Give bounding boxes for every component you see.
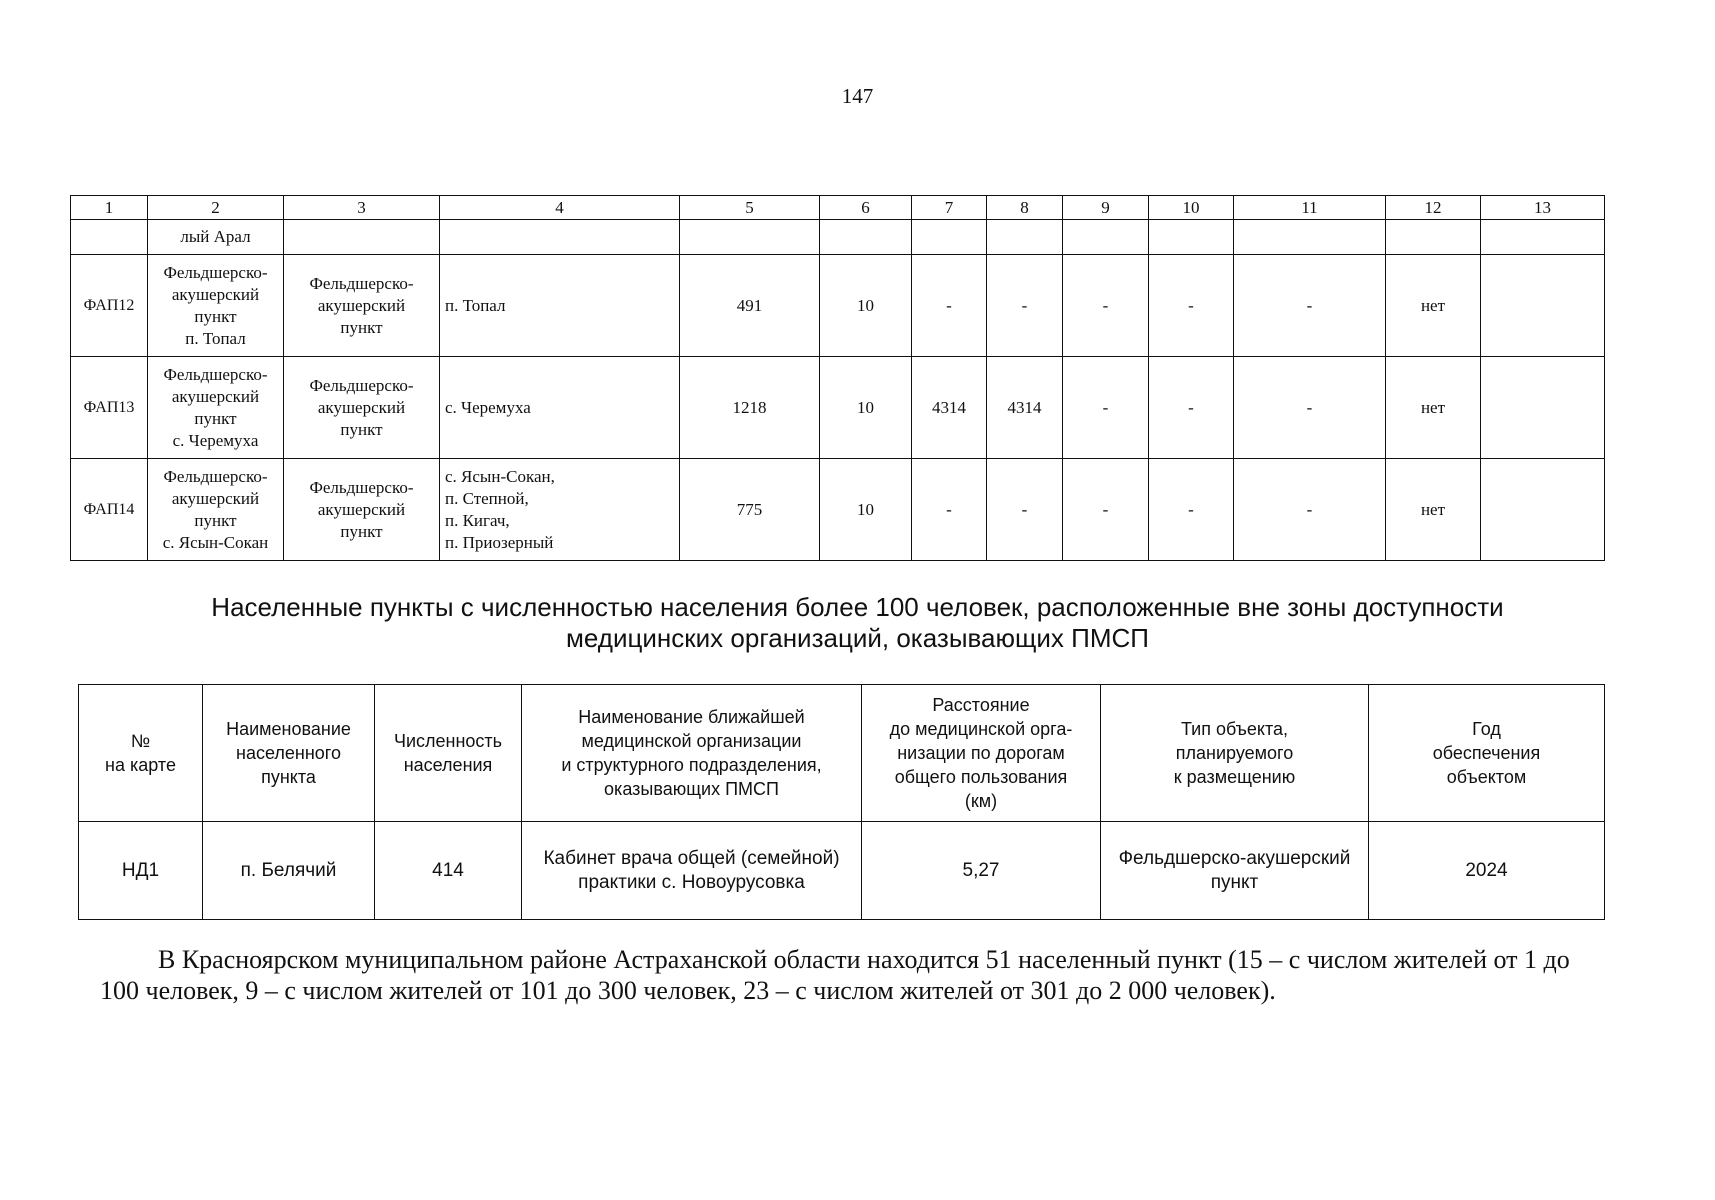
settlement-name: п. Белячий xyxy=(203,822,375,920)
table-row xyxy=(71,357,1605,459)
distance-km: 5,27 xyxy=(862,822,1101,920)
served-settlements: п. Топал xyxy=(440,255,680,357)
facility-type: Фельдшерско- акушерский пункт xyxy=(284,459,440,561)
table-cell xyxy=(987,220,1063,255)
facility-name: Фельдшерско- акушерский пункт с. Черемуха xyxy=(148,357,284,459)
table-cell: 4314 xyxy=(987,357,1063,459)
table-cell: - xyxy=(1149,357,1234,459)
table-cell: - xyxy=(1234,255,1386,357)
column-number: 9 xyxy=(1063,196,1149,220)
column-number: 6 xyxy=(820,196,912,220)
table-cell: 4314 xyxy=(912,357,987,459)
column-header: Численность населения xyxy=(375,685,522,822)
table-cell xyxy=(1063,220,1149,255)
page-number: 147 xyxy=(841,84,874,108)
caption-line: медицинских организаций, оказывающих ПМСП xyxy=(566,623,1149,653)
facility-id: ФАП12 xyxy=(71,255,148,357)
summary-paragraph: В Красноярском муниципальном районе Астраханской области находится 51 населенный пункт (15 – с числом жителей от 1 до 100 человек, 9 – с числом жителей от 101 до 300 человек, 23 – с числом жителей от 301 до 2 000 человек). xyxy=(100,945,1570,1005)
column-number: 7 xyxy=(912,196,987,220)
table-cell: 1218 xyxy=(680,357,820,459)
column-header: Наименование населенного пункта xyxy=(203,685,375,822)
table-cell: - xyxy=(1063,255,1149,357)
table-cell: - xyxy=(1234,459,1386,561)
column-number: 2 xyxy=(148,196,284,220)
column-header: Наименование ближайшей медицинской организации и структурного подразделения, оказывающих ПМСП xyxy=(522,685,862,822)
column-number: 11 xyxy=(1234,196,1386,220)
column-number: 4 xyxy=(440,196,680,220)
table-cell xyxy=(1481,220,1605,255)
table-row xyxy=(71,255,1605,357)
table-cell xyxy=(912,220,987,255)
settlements-table xyxy=(78,684,1605,920)
column-number: 8 xyxy=(987,196,1063,220)
facility-name: Фельдшерско- акушерский пункт с. Ясын-Сокан xyxy=(148,459,284,561)
column-number-row xyxy=(71,196,1605,220)
table-row xyxy=(71,459,1605,561)
table-header-row xyxy=(79,685,1605,822)
table-cell: - xyxy=(912,255,987,357)
column-number: 3 xyxy=(284,196,440,220)
section-caption xyxy=(0,592,1715,654)
table-cell: 775 xyxy=(680,459,820,561)
nearest-organization: Кабинет врача общей (семейной) практики с. Новоурусовка xyxy=(522,822,862,920)
table-cell: 10 xyxy=(820,357,912,459)
table-cell: - xyxy=(1063,459,1149,561)
table-cell xyxy=(1481,357,1605,459)
facility-type: Фельдшерско- акушерский пункт xyxy=(284,255,440,357)
table-cell: нет xyxy=(1386,255,1481,357)
table-cell xyxy=(820,220,912,255)
facility-name: Фельдшерско- акушерский пункт п. Топал xyxy=(148,255,284,357)
column-number: 10 xyxy=(1149,196,1234,220)
table-cell: нет xyxy=(1386,459,1481,561)
year: 2024 xyxy=(1369,822,1605,920)
table-cell xyxy=(680,220,820,255)
table-cell: - xyxy=(912,459,987,561)
table-cell xyxy=(1149,220,1234,255)
column-number: 12 xyxy=(1386,196,1481,220)
table-cell: - xyxy=(1234,357,1386,459)
column-header: Год обеспечения объектом xyxy=(1369,685,1605,822)
facility-id: ФАП13 xyxy=(71,357,148,459)
map-number: НД1 xyxy=(79,822,203,920)
table-cell xyxy=(1481,459,1605,561)
column-number: 5 xyxy=(680,196,820,220)
facility-id: ФАП14 xyxy=(71,459,148,561)
table-cell: лый Арал xyxy=(148,220,284,255)
column-header: Тип объекта, планируемого к размещению xyxy=(1101,685,1369,822)
continuation-row xyxy=(71,220,1605,255)
object-type: Фельдшерско-акушерский пункт xyxy=(1101,822,1369,920)
table-cell: - xyxy=(987,255,1063,357)
table-cell: - xyxy=(987,459,1063,561)
table-cell xyxy=(1481,255,1605,357)
table-cell xyxy=(440,220,680,255)
table-cell: - xyxy=(1149,459,1234,561)
table-cell: - xyxy=(1149,255,1234,357)
column-number: 13 xyxy=(1481,196,1605,220)
table-cell xyxy=(1386,220,1481,255)
table-cell: 10 xyxy=(820,255,912,357)
column-number: 1 xyxy=(71,196,148,220)
served-settlements: с. Ясын-Сокан, п. Степной, п. Кигач, п. Приозерный xyxy=(440,459,680,561)
column-header: Расстояние до медицинской орга- низации по дорогам общего пользования (км) xyxy=(862,685,1101,822)
caption-line: Населенные пункты с численностью населения более 100 человек, расположенные вне зоны доступности xyxy=(211,592,1504,622)
table-cell xyxy=(1234,220,1386,255)
facilities-table xyxy=(70,195,1605,561)
population: 414 xyxy=(375,822,522,920)
table-row xyxy=(79,822,1605,920)
table-cell: 10 xyxy=(820,459,912,561)
table-cell xyxy=(71,220,148,255)
table-cell: 491 xyxy=(680,255,820,357)
table-cell xyxy=(284,220,440,255)
served-settlements: с. Черемуха xyxy=(440,357,680,459)
facility-type: Фельдшерско- акушерский пункт xyxy=(284,357,440,459)
column-header: № на карте xyxy=(79,685,203,822)
table-cell: - xyxy=(1063,357,1149,459)
table-cell: нет xyxy=(1386,357,1481,459)
